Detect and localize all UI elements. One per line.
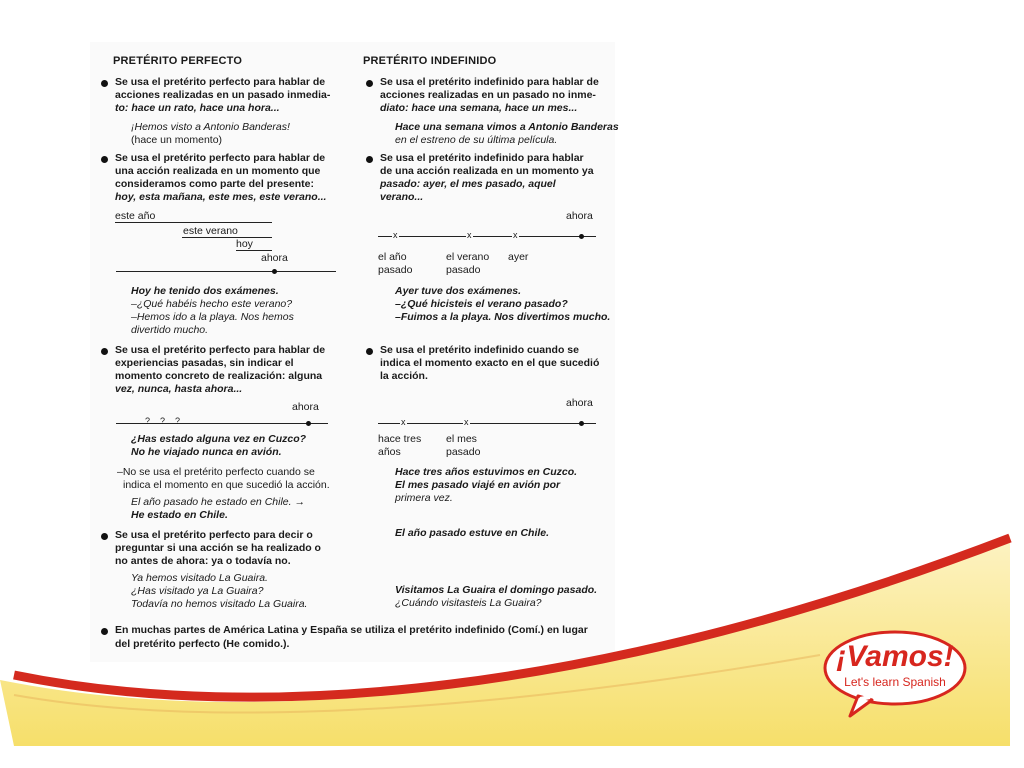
right-b2-line3: pasado: ayer, el mes pasado, aquel [380, 178, 556, 190]
timeline-bar [115, 222, 272, 223]
now-marker-icon [579, 421, 584, 426]
right-e5-line2: ¿Cuándo visitasteis La Guaira? [395, 597, 542, 609]
left-e4-line1: El año pasado he estado en Chile. → [131, 496, 305, 508]
x-marker: x [401, 417, 406, 427]
right-e5-line1: Visitamos La Guaira el domingo pasado. [395, 584, 598, 596]
left-e5-line2: ¿Has visitado ya La Guaira? [131, 585, 264, 597]
timeline-label: el verano [446, 251, 490, 263]
timeline-label: años [378, 446, 401, 458]
left-e5-line3: Todavía no hemos visitado La Guaira. [131, 598, 308, 610]
timeline-axis [116, 271, 336, 272]
left-e1-line2: (hace un momento) [131, 134, 223, 146]
bullet-icon [101, 156, 108, 163]
left-b2-line1: Se usa el pretérito perfecto para hablar de [115, 152, 326, 164]
timeline-label: hace tres [378, 433, 422, 445]
left-b3-line3: momento concreto de realización: alguna [115, 370, 323, 382]
left-b3-line4: vez, nunca, hasta ahora... [115, 383, 243, 395]
right-b1-line1: Se usa el pretérito indefinido para hablar de [380, 76, 599, 88]
right-b2-line2: de una acción realizada en un momento ya [380, 165, 594, 177]
question-mark: ? [160, 416, 166, 426]
timeline-bar [236, 250, 272, 251]
left-b3-line2: experiencias pasadas, sin indicar el [115, 357, 294, 369]
timeline-axis [378, 423, 596, 424]
logo-badge-icon [820, 628, 970, 723]
bullet-icon [101, 80, 108, 87]
right-e3-line2: El mes pasado viajé en avión por [395, 479, 561, 491]
right-e2-line1: Ayer tuve dos exámenes. [395, 285, 522, 297]
right-e1-line2: en el estreno de su última película. [395, 134, 558, 146]
timeline-label: pasado [378, 264, 413, 276]
left-b4-line2: preguntar si una acción se ha realizado o [115, 542, 321, 554]
bullet-icon [366, 348, 373, 355]
timeline-label: ayer [508, 251, 529, 263]
bullet-icon [366, 80, 373, 87]
right-b3-line2: indica el momento exacto en el que sucedió [380, 357, 600, 369]
left-b3-line1: Se usa el pretérito perfecto para hablar de [115, 344, 326, 356]
left-e1-line1: ¡Hemos visto a Antonio Banderas! [131, 121, 290, 133]
x-marker: x [464, 417, 469, 427]
timeline-label-hoy: hoy [236, 238, 253, 250]
left-b2-line3: consideramos como parte del presente: [115, 178, 314, 190]
timeline-label: pasado [446, 446, 481, 458]
right-e4-line1: El año pasado estuve en Chile. [395, 527, 550, 539]
logo-brand: ¡Vamos! [836, 640, 954, 673]
right-b2-line4: verano... [380, 191, 424, 203]
right-b1-line2: acciones realizadas en un pasado no inme- [380, 89, 596, 101]
left-e4-line2: He estado en Chile. [131, 509, 228, 521]
footer-line2: del pretérito perfecto (He comido.). [115, 638, 290, 650]
x-marker: x [513, 230, 518, 240]
right-e3-line1: Hace tres años estuvimos en Cuzco. [395, 466, 578, 478]
right-b3-line1: Se usa el pretérito indefinido cuando se [380, 344, 579, 356]
timeline-label-ahora: ahora [566, 397, 593, 409]
left-e5-line1: Ya hemos visitado La Guaira. [131, 572, 268, 584]
x-marker: x [393, 230, 398, 240]
right-b1-line3: diato: hace una semana, hace un mes... [380, 102, 578, 114]
left-e2-line4: divertido mucho. [131, 324, 209, 336]
right-e1-line1: Hace una semana vimos a Antonio Banderas [395, 121, 619, 133]
left-b4-line1: Se usa el pretérito perfecto para decir o [115, 529, 313, 541]
right-e2-line3: –Fuimos a la playa. Nos divertimos mucho. [395, 311, 611, 323]
bullet-icon [101, 348, 108, 355]
right-heading: PRETÉRITO INDEFINIDO [363, 55, 497, 67]
now-marker-icon [306, 421, 311, 426]
timeline-label-ahora: ahora [261, 252, 288, 264]
timeline-label-este-ano: este año [115, 210, 156, 222]
left-e2-line3: –Hemos ido a la playa. Nos hemos [131, 311, 294, 323]
now-marker-icon [579, 234, 584, 239]
left-e3-line1: ¿Has estado alguna vez en Cuzco? [131, 433, 307, 445]
left-b1-line1: Se usa el pretérito perfecto para hablar de [115, 76, 326, 88]
left-e2-line2: –¿Qué habéis hecho este verano? [131, 298, 293, 310]
right-e2-line2: –¿Qué hicisteis el verano pasado? [395, 298, 568, 310]
left-b4-line3: no antes de ahora: ya o todavía no. [115, 555, 291, 567]
left-b1-line2: acciones realizadas en un pasado inmedia- [115, 89, 331, 101]
arrow-icon: → [294, 496, 305, 508]
question-mark: ? [145, 416, 151, 426]
question-mark: ? [175, 416, 181, 426]
right-e3-line3: primera vez. [395, 492, 453, 504]
left-b2-line4: hoy, esta mañana, este mes, este verano... [115, 191, 327, 203]
timeline-label-ahora: ahora [292, 401, 319, 413]
logo-tagline: Let's learn Spanish [844, 675, 946, 689]
now-marker-icon [272, 269, 277, 274]
left-e2-line1: Hoy he tenido dos exámenes. [131, 285, 279, 297]
left-b1-line3: to: hace un rato, hace una hora... [115, 102, 280, 114]
left-note-line1: –No se usa el pretérito perfecto cuando se [117, 466, 315, 478]
left-heading: PRETÉRITO PERFECTO [113, 55, 243, 67]
left-e3-line2: No he viajado nunca en avión. [131, 446, 282, 458]
x-marker: x [467, 230, 472, 240]
right-b3-line3: la acción. [380, 370, 428, 382]
timeline-label: el mes [446, 433, 477, 445]
left-note-line2: indica el momento en que sucedió la acción. [123, 479, 330, 491]
vamos-logo [820, 628, 970, 723]
right-b2-line1: Se usa el pretérito indefinido para hablar [380, 152, 584, 164]
left-b2-line2: una acción realizada en un momento que [115, 165, 321, 177]
timeline-label-ahora: ahora [566, 210, 593, 222]
bullet-icon [366, 156, 373, 163]
footer-line1: En muchas partes de América Latina y España se utiliza el pretérito indefinido (Comí.) en lugar [115, 624, 588, 636]
timeline-label: pasado [446, 264, 481, 276]
timeline-axis [378, 236, 596, 237]
timeline-label-este-verano: este verano [183, 225, 238, 237]
timeline-bar [182, 237, 272, 238]
timeline-label: el año [378, 251, 407, 263]
